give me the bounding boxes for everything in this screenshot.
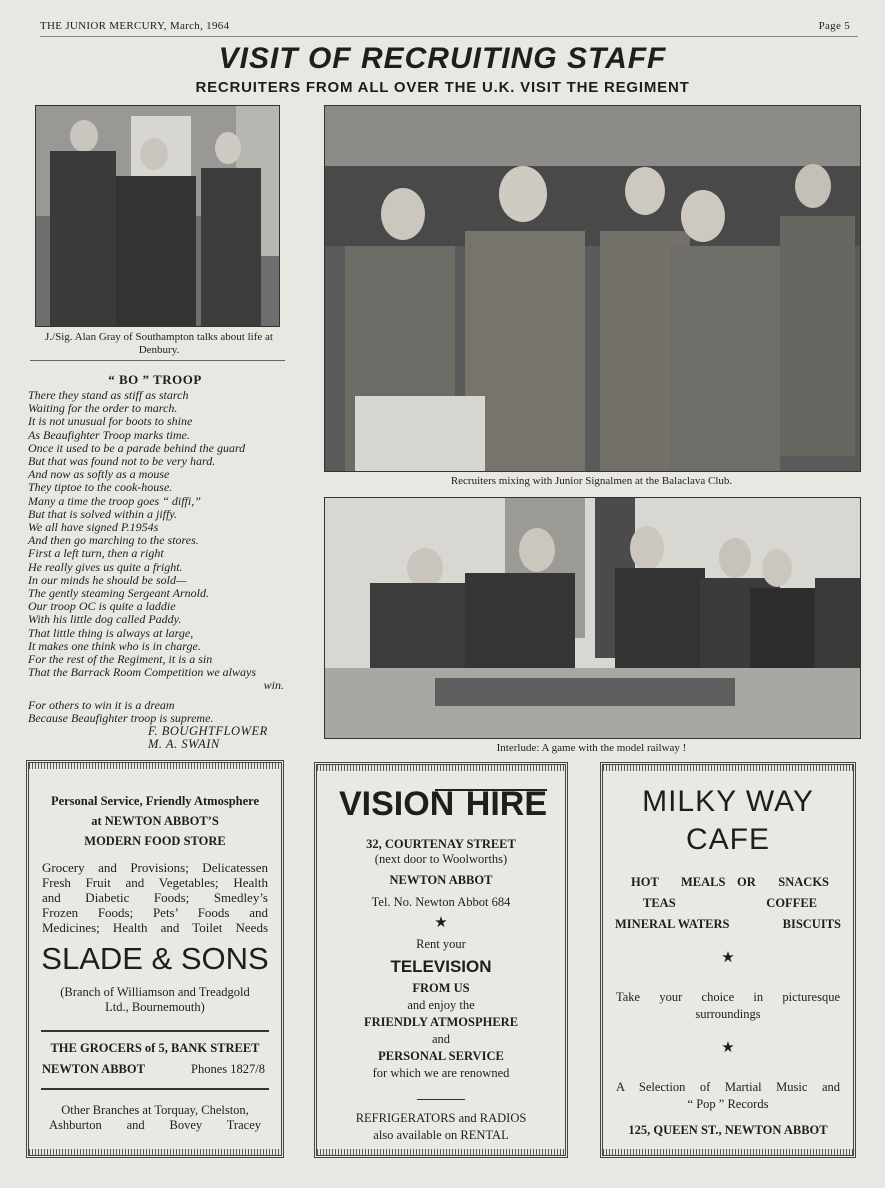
ad-milky-item: OR bbox=[737, 875, 756, 889]
publication-date: THE JUNIOR MERCURY, March, 1964 bbox=[40, 20, 230, 32]
ad-slade-sons bbox=[26, 760, 284, 1158]
ad-vision-and: and bbox=[431, 1032, 451, 1046]
poem-line: There they stand as stiff as starch bbox=[28, 388, 189, 402]
ad-border-hatch bbox=[317, 765, 565, 771]
ad-vision-atmos: FRIENDLY ATMOSPHERE bbox=[363, 1015, 519, 1029]
ad-milky-item: BISCUITS bbox=[782, 917, 841, 931]
poem-line: First a left turn, then a right bbox=[28, 546, 164, 561]
header-rule bbox=[40, 36, 858, 37]
ad-milky-item: MEALS bbox=[681, 875, 726, 889]
ad-slade-branches: Other Branches at Torquay, Chelston, bbox=[61, 1103, 249, 1117]
ad-milky-row1 bbox=[603, 875, 853, 890]
ad-slade-goods: Medicines; Health and Toilet Needs bbox=[42, 920, 268, 935]
ad-milky-name: MILKY WAY bbox=[642, 785, 814, 818]
ad-vision-rule bbox=[417, 1099, 465, 1100]
ad-slade-intro: Personal Service, Friendly Atmosphere bbox=[50, 794, 260, 808]
running-head bbox=[40, 20, 850, 32]
poem-line: Our troop OC is quite a laddie bbox=[28, 599, 176, 614]
caption-rule bbox=[30, 360, 285, 361]
ad-slade-intro: at NEWTON ABBOT’S bbox=[91, 814, 219, 828]
ad-slade-goods: Grocery and Provisions; Delicatessen bbox=[42, 860, 268, 875]
headline: VISIT OF RECRUITING STAFF bbox=[218, 42, 667, 75]
ad-vision-fridge: REFRIGERATORS and RADIOS bbox=[355, 1111, 527, 1125]
poem-line: That the Barrack Room Competition we always bbox=[28, 665, 256, 680]
ad-border-hatch bbox=[603, 1149, 853, 1155]
poem-title: “ BO ” TROOP bbox=[108, 372, 202, 387]
ad-vision-enjoy: and enjoy the bbox=[407, 998, 475, 1012]
poem-line: It is not unusual for boots to shine bbox=[28, 414, 193, 429]
ad-vision-logo-bar bbox=[435, 789, 547, 791]
poem-line: Waiting for the order to march. bbox=[28, 401, 178, 416]
ad-slade-town: NEWTON ABBOT bbox=[42, 1062, 145, 1076]
poem-line: We all have signed P.1954s bbox=[28, 520, 159, 535]
ad-slade-rule bbox=[41, 1030, 269, 1032]
ad-milky-row2 bbox=[603, 896, 853, 911]
ad-slade-goods: Frozen Foods; Pets’ Foods and bbox=[42, 905, 268, 920]
ad-slade-goods: and Diabetic Foods; Smedley’s bbox=[42, 890, 268, 905]
ad-slade-rule bbox=[41, 1088, 269, 1090]
star-icon: ★ bbox=[434, 915, 448, 931]
ad-vision-rental: also available on RENTAL bbox=[373, 1128, 509, 1142]
photo-gray bbox=[35, 105, 280, 327]
ad-milky-choice: surroundings bbox=[695, 1007, 761, 1021]
page-number: Page 5 bbox=[818, 20, 850, 32]
ad-border-hatch bbox=[317, 1149, 565, 1155]
ad-vision-from: FROM US bbox=[412, 981, 470, 995]
poem-line: And now as softly as a mouse bbox=[28, 467, 170, 482]
ad-milky-item: HOT bbox=[631, 875, 659, 889]
ad-slade-name: SLADE & SONS bbox=[41, 941, 269, 976]
photo-balaclava-image bbox=[325, 106, 860, 471]
ad-vision-address: 32, COURTENAY STREET bbox=[366, 837, 516, 851]
ad-milky-choice: Take your choice in picturesque bbox=[616, 990, 840, 1004]
poem-line: With his little dog called Paddy. bbox=[28, 612, 182, 627]
photo-gray-image bbox=[36, 106, 279, 326]
poem-line-win: win. bbox=[263, 678, 284, 693]
ad-milky-item: MINERAL WATERS bbox=[615, 917, 730, 931]
ad-slade-intro: MODERN FOOD STORE bbox=[84, 834, 226, 848]
photo-railway-image bbox=[325, 498, 860, 738]
photo-gray-caption: J./Sig. Alan Gray of Southampton talks about life at Denbury. bbox=[45, 331, 273, 357]
poem-line: For the rest of the Regiment, it is a sin bbox=[28, 652, 213, 667]
ad-slade-phones: Phones 1827/8 bbox=[191, 1062, 265, 1076]
photo-balaclava bbox=[324, 105, 861, 472]
star-icon: ★ bbox=[721, 950, 735, 966]
ad-vision-town: NEWTON ABBOT bbox=[389, 873, 493, 887]
ad-vision-renowned: for which we are renowned bbox=[372, 1066, 510, 1080]
star-icon: ★ bbox=[721, 1040, 735, 1056]
ad-border-hatch bbox=[603, 765, 853, 771]
ad-milky-item: TEAS bbox=[643, 896, 676, 910]
poem-line: Many a time the troop goes “ diffi,” bbox=[28, 493, 201, 508]
poem-line: That little thing is always at large, bbox=[28, 625, 194, 640]
poem-author: F. BOUGHTFLOWER bbox=[148, 724, 268, 739]
poem-line: They tiptoe to the cook-house. bbox=[28, 480, 173, 495]
poem-line: As Beaufighter Troop marks time. bbox=[28, 427, 190, 442]
ad-vision-name-left: VISION bbox=[339, 785, 455, 823]
poem-line: He really gives us quite a fright. bbox=[28, 559, 183, 574]
poem bbox=[28, 389, 288, 751]
poem-line: Because Beaufighter troop is supreme. bbox=[28, 710, 214, 725]
ad-milky-music: A Selection of Martial Music and bbox=[616, 1080, 840, 1094]
ad-vision-address-note: (next door to Woolworths) bbox=[374, 852, 508, 866]
subheadline: RECRUITERS FROM ALL OVER THE U.K. VISIT THE REGIMENT bbox=[195, 79, 690, 96]
ad-slade-goods: Fresh Fruit and Vegetables; Health bbox=[42, 875, 268, 890]
ad-border-hatch bbox=[29, 1149, 281, 1155]
ad-milky-item: COFFEE bbox=[766, 896, 817, 910]
ad-milky-name: CAFE bbox=[685, 823, 770, 856]
ad-milky-way bbox=[600, 762, 856, 1158]
ad-milky-music: “ Pop ” Records bbox=[687, 1097, 769, 1111]
ad-vision-tel: Tel. No. Newton Abbot 684 bbox=[371, 895, 511, 909]
ad-slade-branches: Ashburton and Bovey Tracey bbox=[49, 1118, 261, 1132]
photo-railway-caption: Interlude: A game with the model railway ! bbox=[496, 742, 687, 754]
photo-balaclava-caption: Recruiters mixing with Junior Signalmen at the Balaclava Club. bbox=[450, 475, 733, 487]
ad-slade-branch: Ltd., Bournemouth) bbox=[105, 1000, 205, 1014]
poem-line: For others to win it is a dream bbox=[28, 697, 175, 712]
poem-line: It makes one think who is in charge. bbox=[28, 638, 201, 653]
ad-milky-address: 125, QUEEN ST., NEWTON ABBOT bbox=[628, 1123, 828, 1137]
ad-vision-service: PERSONAL SERVICE bbox=[378, 1049, 504, 1063]
ad-milky-item: SNACKS bbox=[778, 875, 829, 889]
poem-author: M. A. SWAIN bbox=[148, 737, 220, 752]
ad-milky-row3 bbox=[603, 917, 853, 932]
poem-line: Once it used to be a parade behind the guard bbox=[28, 440, 246, 455]
photo-railway bbox=[324, 497, 861, 739]
poem-line: In our minds he should be sold— bbox=[28, 572, 187, 587]
ad-vision-name-right: HIRE bbox=[465, 785, 547, 823]
ad-vision-rent: Rent your bbox=[416, 937, 466, 951]
ad-slade-address: THE GROCERS of 5, BANK STREET bbox=[50, 1041, 260, 1055]
poem-line: The gently steaming Sergeant Arnold. bbox=[28, 586, 209, 601]
ad-vision-tv: TELEVISION bbox=[390, 957, 492, 976]
ad-slade-branch: (Branch of Williamson and Treadgold bbox=[60, 985, 250, 999]
poem-line: And then go marching to the stores. bbox=[28, 533, 199, 548]
ad-vision-hire bbox=[314, 762, 568, 1158]
ad-vision-logo bbox=[317, 781, 565, 827]
ad-border-hatch bbox=[29, 763, 281, 769]
poem-line: But that is solved within a jiffy. bbox=[28, 506, 177, 521]
poem-line: But that was found not to be very hard. bbox=[28, 454, 216, 469]
